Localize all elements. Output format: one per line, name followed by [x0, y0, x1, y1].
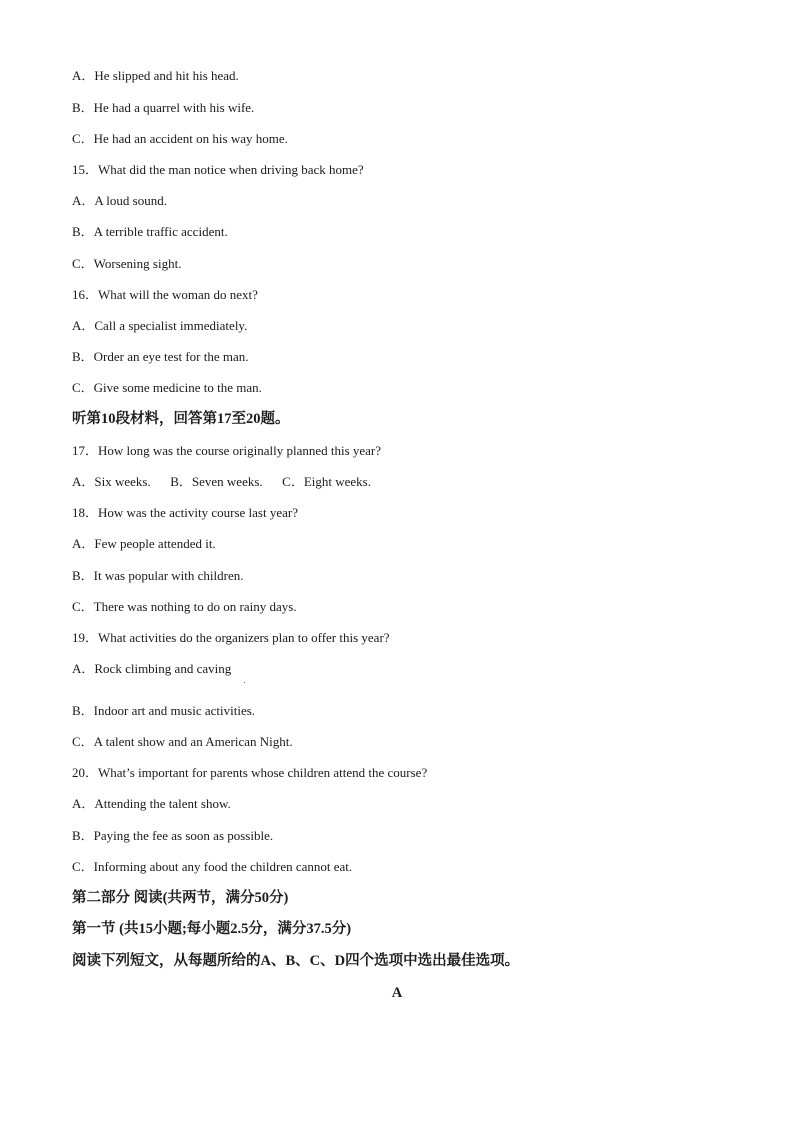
- question-15: 15．What did the man notice when driving back home?: [72, 162, 364, 177]
- q16-option-b: B．Order an eye test for the man.: [72, 349, 249, 364]
- q20-option-c: C．Informing about any food the children cannot eat.: [72, 859, 353, 874]
- q15-option-c: C．Worsening sight.: [72, 256, 182, 271]
- question-19: 19．What activities do the organizers plan to offer this year?: [72, 630, 390, 645]
- question-16: 16．What will the woman do next?: [72, 287, 258, 302]
- q15-option-b: B．A terrible traffic accident.: [72, 224, 228, 239]
- question-20: 20．What’s important for parents whose children attend the course?: [72, 765, 428, 780]
- q18-option-c: C．There was nothing to do on rainy days.: [72, 599, 297, 614]
- q19-option-a: A．Rock climbing and caving: [72, 661, 232, 676]
- q15-option-a: A．A loud sound.: [72, 193, 167, 208]
- q14-option-c: C．He had an accident on his way home.: [72, 131, 288, 146]
- q18-option-a: A．Few people attended it.: [72, 536, 216, 551]
- passage-a-title: A: [391, 985, 403, 1001]
- question-17: 17．How long was the course originally planned this year?: [72, 443, 382, 458]
- q20-option-b: B．Paying the fee as soon as possible.: [72, 828, 274, 843]
- section-one-heading: 第一节 (共15小题;每小题2.5分，满分37.5分): [72, 921, 352, 937]
- q14-option-b: B．He had a quarrel with his wife.: [72, 100, 255, 115]
- q16-option-a: A．Call a specialist immediately.: [72, 318, 248, 333]
- q14-option-a: A．He slipped and hit his head.: [72, 68, 239, 83]
- q17-options: A．Six weeks. B．Seven weeks. C．Eight weeks.: [72, 474, 371, 489]
- section-heading-listening-10: 听第10段材料，回答第17至20题。: [72, 411, 290, 427]
- reading-instructions: 阅读下列短文，从每题所给的A、B、C、D四个选项中选出最佳选项。: [72, 953, 520, 969]
- q19-option-b: B．Indoor art and music activities.: [72, 703, 256, 718]
- q19-option-c: C．A talent show and an American Night.: [72, 734, 293, 749]
- q16-option-c: C．Give some medicine to the man.: [72, 380, 262, 395]
- question-18: 18．How was the activity course last year?: [72, 505, 298, 520]
- q20-option-a: A．Attending the talent show.: [72, 796, 231, 811]
- q18-option-b: B．It was popular with children.: [72, 568, 244, 583]
- part-two-heading: 第二部分 阅读(共两节，满分50分): [72, 890, 289, 906]
- stray-dot-mark: [244, 682, 245, 683]
